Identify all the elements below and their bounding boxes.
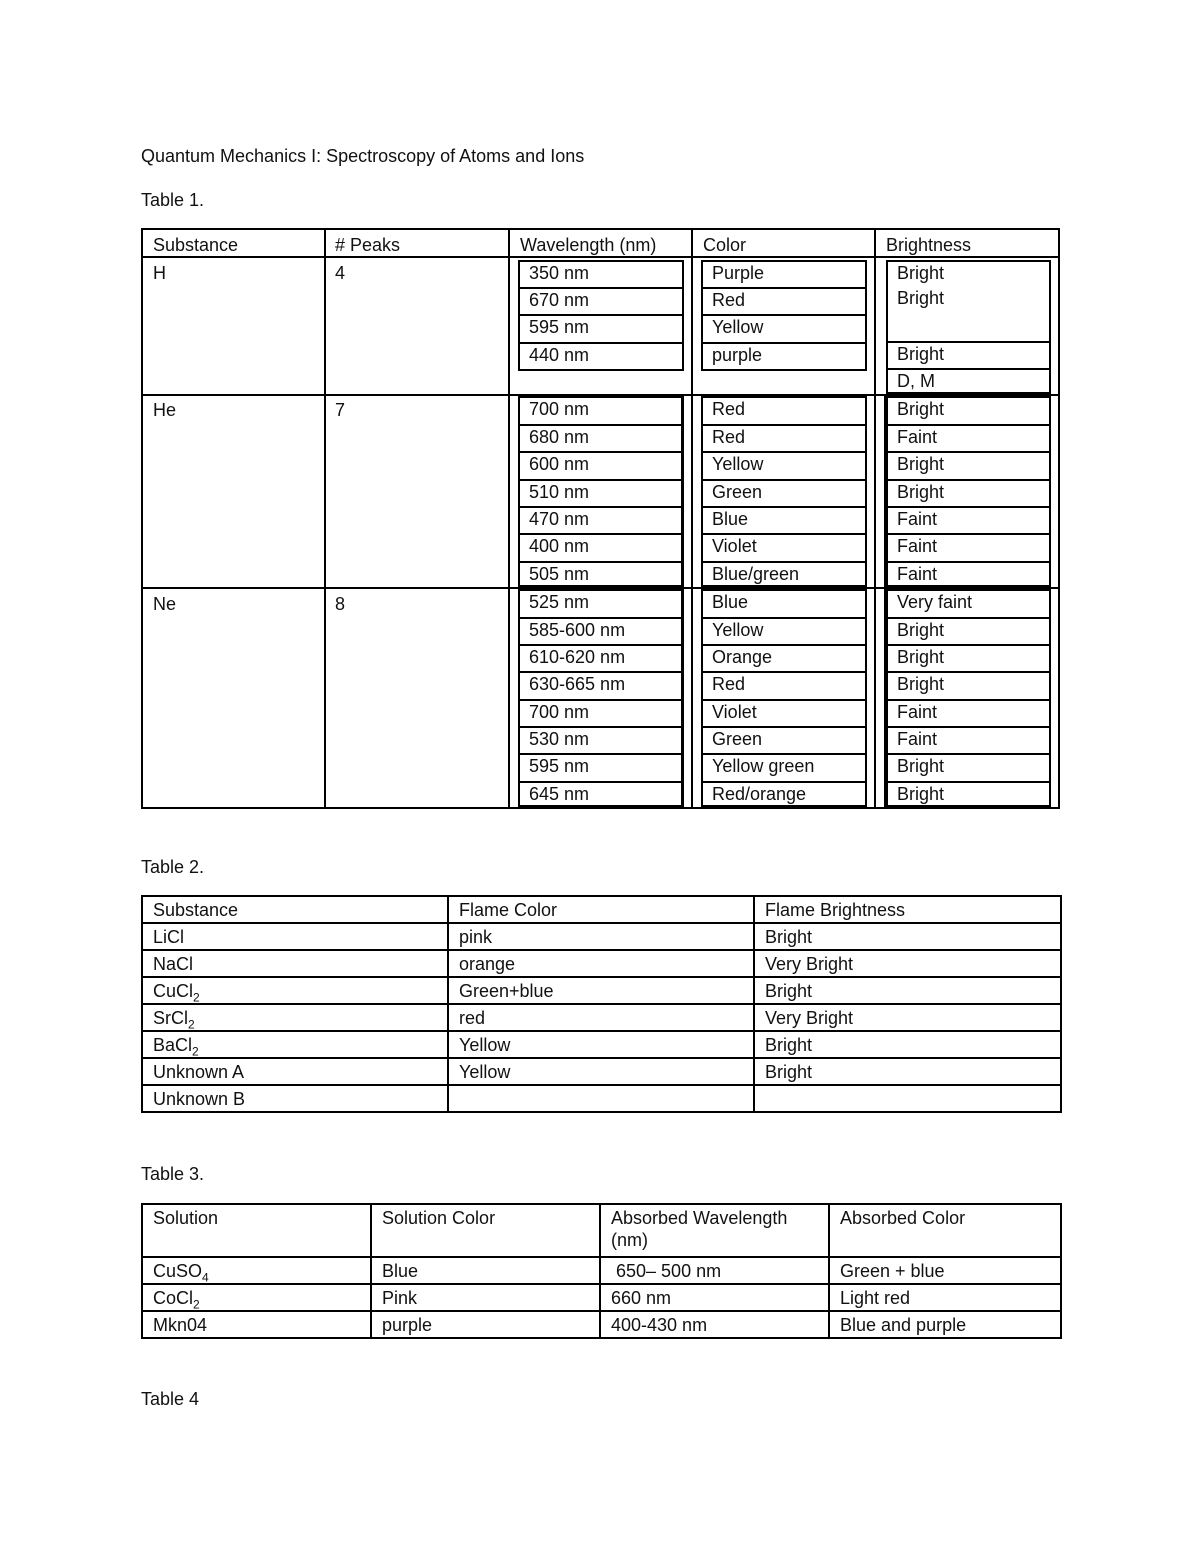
he-wavelength-box — [518, 396, 684, 587]
table3-caption: Table 3. — [141, 1164, 205, 1184]
he-color-3: Green — [703, 481, 865, 508]
substance-he: He — [153, 400, 177, 420]
he-color-5: Violet — [703, 535, 865, 563]
flame-color-cell — [448, 1085, 754, 1112]
h-wl-3: 440 nm — [529, 345, 590, 365]
spectra-table — [141, 228, 1060, 809]
page-title: Quantum Mechanics I: Spectroscopy of Atoms and Ions — [141, 146, 585, 166]
h-wl-1: 670 nm — [520, 289, 682, 316]
he-wl-0: 700 nm — [520, 398, 682, 426]
h-wavelength-box — [518, 260, 684, 371]
header-absorbed-color: Absorbed Color — [829, 1204, 1061, 1257]
h-brightness-box — [886, 260, 1051, 394]
he-bright-4: Faint — [888, 508, 1049, 535]
he-bright-3: Bright — [888, 481, 1049, 508]
ne-bright-0: Very faint — [888, 591, 1049, 619]
solution-cell — [142, 1284, 371, 1311]
flame-table — [141, 895, 1062, 1113]
divider — [324, 230, 326, 807]
peaks-he: 7 — [335, 400, 346, 420]
ne-wl-1: 585-600 nm — [520, 619, 682, 646]
substance-cell — [142, 1058, 448, 1085]
h-color-1: Red — [703, 289, 865, 316]
table2-caption: Table 2. — [141, 857, 205, 877]
substance-name: Unknown B — [153, 1089, 246, 1109]
flame-brightness-cell: Very Bright — [754, 950, 1061, 977]
he-bright-2: Bright — [888, 453, 1049, 481]
header-substance: Substance — [153, 235, 239, 255]
solution-name: CuSO — [153, 1261, 203, 1281]
absorbed-color-cell: Green + blue — [829, 1257, 1061, 1284]
divider — [874, 230, 876, 807]
table1-caption: Table 1. — [141, 190, 205, 210]
ne-wl-4: 700 nm — [520, 701, 682, 728]
solution-name: CoCl — [153, 1288, 194, 1308]
ne-bright-6: Bright — [888, 755, 1049, 783]
header-absorbed-wavelength — [600, 1204, 829, 1257]
flame-color-cell: orange — [448, 950, 754, 977]
header-flame-brightness: Flame Brightness — [754, 896, 1061, 923]
ne-bright-3: Bright — [888, 673, 1049, 701]
he-color-6: Blue/green — [712, 564, 800, 584]
ne-bright-2: Bright — [888, 646, 1049, 673]
flame-color-cell: Yellow — [448, 1031, 754, 1058]
absorbed-color-cell: Light red — [829, 1284, 1061, 1311]
subscript: 2 — [193, 1297, 200, 1312]
he-bright-6: Faint — [897, 564, 938, 584]
h-wl-0: 350 nm — [520, 262, 682, 289]
ne-color-6: Yellow green — [703, 755, 865, 783]
ne-wl-2: 610-620 nm — [520, 646, 682, 673]
ne-color-1: Yellow — [703, 619, 865, 646]
table-row — [142, 977, 1061, 1004]
h-bright-2: Bright — [888, 343, 1049, 370]
ne-wl-5: 530 nm — [520, 728, 682, 755]
flame-brightness-cell: Bright — [754, 1031, 1061, 1058]
substance-h: H — [153, 263, 166, 283]
table-row — [142, 1085, 1061, 1112]
table-row — [142, 1004, 1061, 1031]
he-bright-5: Faint — [888, 535, 1049, 563]
flame-brightness-cell — [754, 1085, 1061, 1112]
h-color-3: purple — [712, 345, 763, 365]
subscript: 2 — [192, 1044, 199, 1059]
divider — [691, 230, 693, 807]
table-row — [142, 950, 1061, 977]
he-wl-6: 505 nm — [529, 564, 590, 584]
subscript: 2 — [188, 1017, 195, 1032]
table-row — [142, 1204, 1061, 1257]
solution-name: Mkn04 — [153, 1315, 208, 1335]
header-line: (nm) — [611, 1230, 648, 1250]
divider — [681, 589, 683, 807]
he-bright-1: Faint — [888, 426, 1049, 453]
h-color-0: Purple — [703, 262, 865, 289]
header-wavelength: Wavelength (nm) — [520, 235, 657, 255]
solution-table — [141, 1203, 1062, 1339]
ne-wl-0: 525 nm — [520, 591, 682, 619]
solution-cell — [142, 1257, 371, 1284]
he-wl-5: 400 nm — [520, 535, 682, 563]
table-row — [142, 1257, 1061, 1284]
header-peaks: # Peaks — [335, 235, 401, 255]
divider — [681, 396, 683, 587]
substance-ne: Ne — [153, 594, 177, 614]
table4-caption: Table 4 — [141, 1389, 200, 1409]
h-bright-0: Bright — [897, 263, 945, 283]
solution-color-cell: Pink — [371, 1284, 600, 1311]
ne-wl-6: 595 nm — [520, 755, 682, 783]
ne-color-box — [701, 589, 867, 807]
ne-color-3: Red — [703, 673, 865, 701]
table-row — [142, 1031, 1061, 1058]
ne-brightness-box — [886, 589, 1051, 807]
ne-wavelength-box — [518, 589, 684, 807]
ne-color-2: Orange — [703, 646, 865, 673]
flame-color-cell: Yellow — [448, 1058, 754, 1085]
subscript: 4 — [202, 1270, 209, 1285]
table-row — [142, 1058, 1061, 1085]
he-brightness-box — [886, 396, 1051, 587]
he-color-0: Red — [703, 398, 865, 426]
h-color-box — [701, 260, 867, 371]
ne-color-7: Red/orange — [712, 784, 807, 804]
solution-cell — [142, 1311, 371, 1338]
he-color-2: Yellow — [703, 453, 865, 481]
he-color-1: Red — [703, 426, 865, 453]
solution-color-cell: purple — [371, 1311, 600, 1338]
substance-name: LiCl — [153, 927, 185, 947]
table-row — [142, 1311, 1061, 1338]
h-color-2: Yellow — [703, 316, 865, 344]
subscript: 2 — [193, 990, 200, 1005]
absorbed-wavelength-cell: 650– 500 nm — [600, 1257, 829, 1284]
table-row — [142, 923, 1061, 950]
flame-brightness-cell: Very Bright — [754, 1004, 1061, 1031]
absorbed-wavelength-cell: 400-430 nm — [600, 1311, 829, 1338]
table-row — [142, 1284, 1061, 1311]
solution-color-cell: Blue — [371, 1257, 600, 1284]
flame-brightness-cell: Bright — [754, 1058, 1061, 1085]
substance-cell — [142, 1031, 448, 1058]
flame-brightness-cell: Bright — [754, 923, 1061, 950]
flame-color-cell: Green+blue — [448, 977, 754, 1004]
he-wl-1: 680 nm — [520, 426, 682, 453]
substance-name: Unknown A — [153, 1062, 245, 1082]
flame-brightness-cell: Bright — [754, 977, 1061, 1004]
h-bright-1: Bright — [888, 287, 1049, 343]
he-color-4: Blue — [703, 508, 865, 535]
he-wl-2: 600 nm — [520, 453, 682, 481]
substance-cell — [142, 1085, 448, 1112]
substance-name: SrCl — [153, 1008, 188, 1028]
header-line: Absorbed Wavelength — [611, 1208, 788, 1228]
ne-color-0: Blue — [703, 591, 865, 619]
flame-color-cell: pink — [448, 923, 754, 950]
ne-wl-7: 645 nm — [529, 784, 590, 804]
ne-bright-1: Bright — [888, 619, 1049, 646]
he-wl-4: 470 nm — [520, 508, 682, 535]
header-color: Color — [703, 235, 747, 255]
substance-cell — [142, 950, 448, 977]
ne-color-4: Violet — [703, 701, 865, 728]
substance-name: BaCl — [153, 1035, 193, 1055]
absorbed-wavelength-cell: 660 nm — [600, 1284, 829, 1311]
h-bright-3: D, M — [897, 371, 935, 391]
header-flame-color: Flame Color — [448, 896, 754, 923]
divider — [508, 230, 510, 807]
peaks-ne: 8 — [335, 594, 346, 614]
header-solution-color: Solution Color — [371, 1204, 600, 1257]
header-brightness: Brightness — [886, 235, 972, 255]
peaks-h: 4 — [335, 263, 346, 283]
ne-bright-7: Bright — [897, 784, 945, 804]
substance-name: CuCl — [153, 981, 194, 1001]
ne-bright-5: Faint — [888, 728, 1049, 755]
absorbed-color-cell: Blue and purple — [829, 1311, 1061, 1338]
ne-color-5: Green — [703, 728, 865, 755]
he-bright-0: Bright — [888, 398, 1049, 426]
header-solution: Solution — [142, 1204, 371, 1257]
divider — [143, 256, 1058, 258]
h-wl-2: 595 nm — [520, 316, 682, 344]
substance-cell — [142, 977, 448, 1004]
flame-color-cell: red — [448, 1004, 754, 1031]
ne-bright-4: Faint — [888, 701, 1049, 728]
header-substance: Substance — [142, 896, 448, 923]
substance-cell — [142, 923, 448, 950]
he-color-box — [701, 396, 867, 587]
he-wl-3: 510 nm — [520, 481, 682, 508]
substance-cell — [142, 1004, 448, 1031]
table-row — [142, 896, 1061, 923]
ne-wl-3: 630-665 nm — [520, 673, 682, 701]
substance-name: NaCl — [153, 954, 194, 974]
